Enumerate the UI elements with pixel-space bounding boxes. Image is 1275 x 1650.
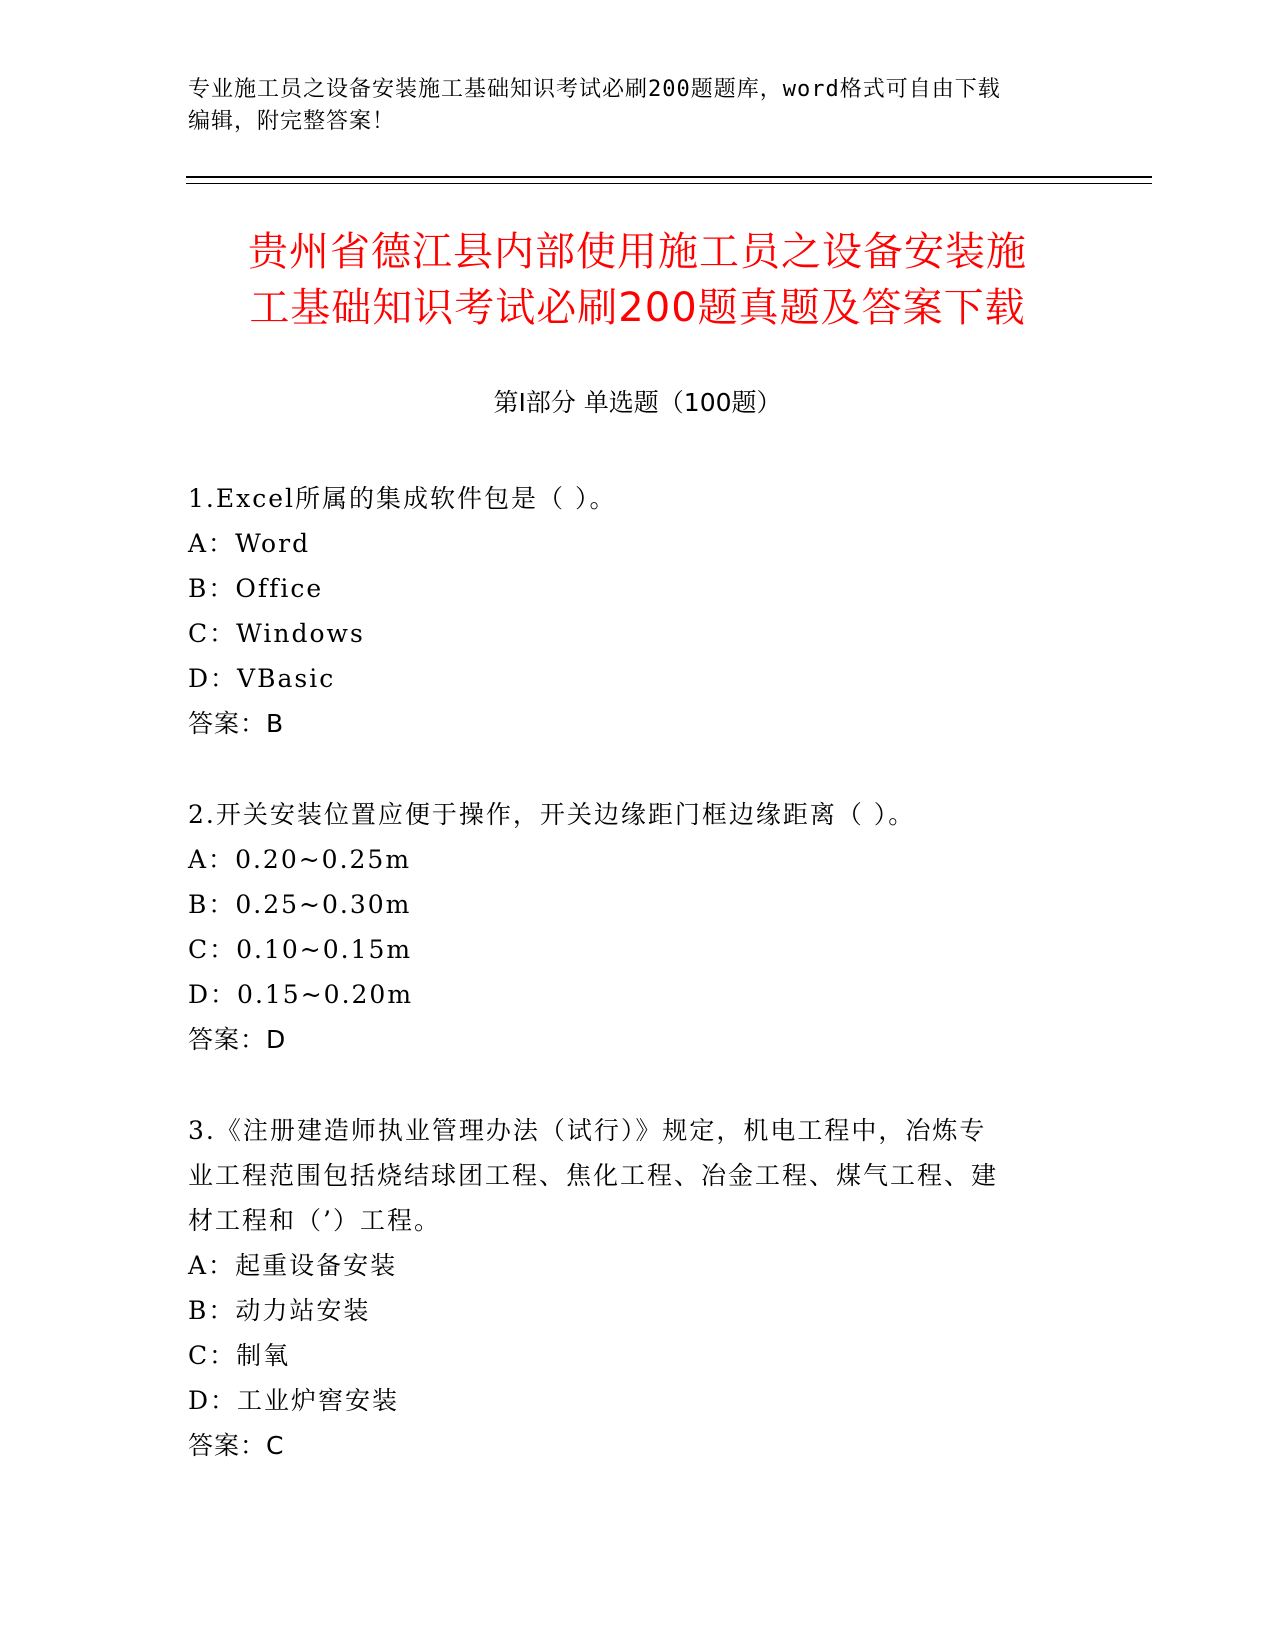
option-text: VBasic: [237, 664, 336, 693]
option-text: 0.25~0.30m: [235, 890, 412, 919]
answer-line: 答案：B: [188, 709, 285, 738]
option-key: A：: [188, 845, 236, 874]
question-1: [188, 476, 1068, 746]
option-key: B：: [188, 574, 236, 603]
section-heading: 第Ⅰ部分 单选题（100题）: [493, 388, 782, 417]
option-a: [188, 837, 1068, 882]
option-d: [188, 1378, 1068, 1423]
header-divider-thin: [186, 183, 1152, 184]
header-note-line: 编辑，附完整答案！: [188, 109, 396, 134]
header-note-line: 专业施工员之设备安装施工基础知识考试必刷200题题库，word格式可自由下载: [188, 77, 1001, 102]
option-key: C：: [188, 619, 237, 648]
option-a: [188, 1243, 1068, 1288]
option-text: 起重设备安装: [235, 1251, 398, 1280]
document-title: [150, 224, 1125, 336]
option-d: [188, 656, 1068, 701]
option-text: 工业炉窖安装: [237, 1386, 400, 1415]
option-b: [188, 1288, 1068, 1333]
answer-line: 答案：C: [188, 1431, 285, 1460]
option-key: C：: [188, 935, 237, 964]
question-2: [188, 792, 1068, 1062]
option-text: 0.10~0.15m: [236, 935, 413, 964]
title-line: 工基础知识考试必刷200题真题及答案下载: [249, 285, 1026, 331]
option-text: 动力站安装: [235, 1296, 371, 1325]
option-text: Windows: [236, 619, 365, 648]
option-a: [188, 521, 1068, 566]
option-c: [188, 611, 1068, 656]
option-text: Word: [235, 529, 311, 558]
option-key: D：: [188, 1386, 238, 1415]
option-c: [188, 1333, 1068, 1378]
question-stem: 2.开关安装位置应便于操作，开关边缘距门框边缘距离（ ）。: [188, 800, 916, 829]
option-key: A：: [188, 529, 236, 558]
option-key: B：: [188, 890, 236, 919]
option-key: D：: [188, 980, 238, 1009]
option-key: A：: [188, 1251, 236, 1280]
option-key: D：: [188, 664, 238, 693]
option-key: B：: [188, 1296, 236, 1325]
option-b: [188, 566, 1068, 611]
option-text: 0.15~0.20m: [237, 980, 414, 1009]
question-stem-line: 业工程范围包括烧结球团工程、焦化工程、冶金工程、煤气工程、建: [188, 1161, 999, 1190]
title-line: 贵州省德江县内部使用施工员之设备安装施: [248, 229, 1027, 275]
answer-line: 答案：D: [188, 1025, 287, 1054]
header-note: [188, 74, 1068, 138]
option-b: [188, 882, 1068, 927]
option-c: [188, 927, 1068, 972]
option-d: [188, 972, 1068, 1017]
option-text: 0.20~0.25m: [235, 845, 412, 874]
question-stem-line: 3.《注册建造师执业管理办法（试行）》规定，机电工程中，冶炼专: [188, 1116, 987, 1145]
option-key: C：: [188, 1341, 237, 1370]
question-stem: 1.Excel所属的集成软件包是（ ）。: [188, 484, 617, 513]
question-stem-line: 材工程和（’）工程。: [188, 1206, 441, 1235]
option-text: Office: [235, 574, 324, 603]
option-text: 制氧: [236, 1341, 291, 1370]
question-3: [188, 1108, 1068, 1468]
header-divider-thick: [186, 176, 1152, 178]
